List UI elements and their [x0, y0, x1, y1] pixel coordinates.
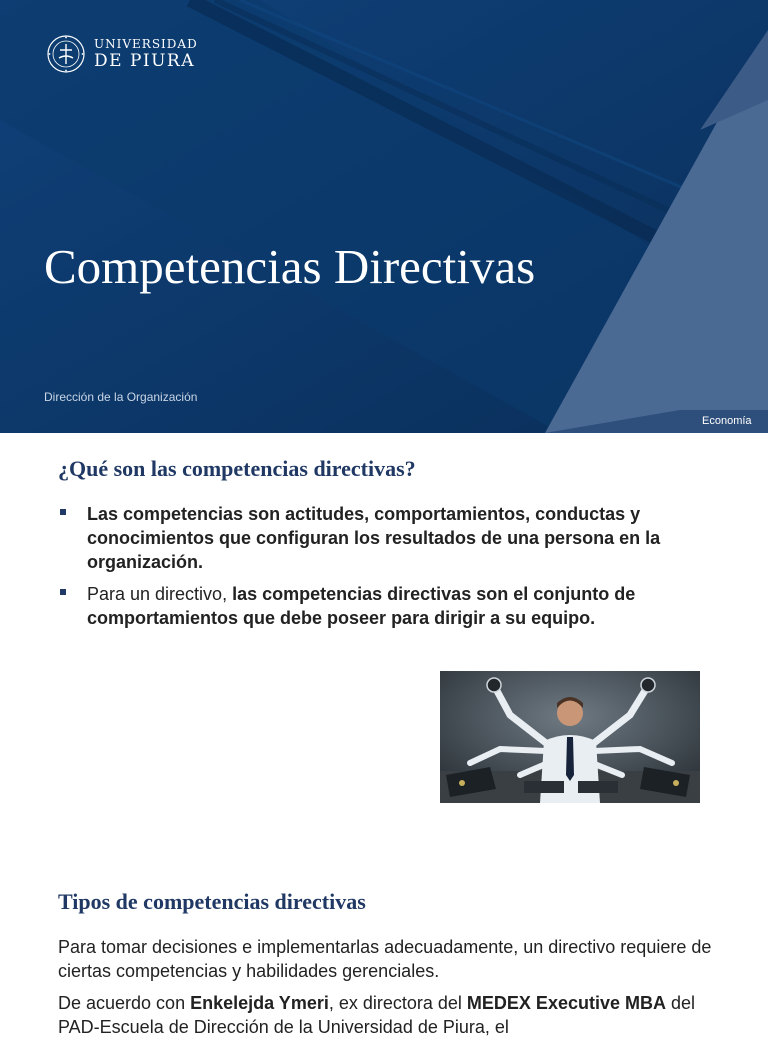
- multitasking-executive-photo: [440, 671, 700, 803]
- section-heading-types: Tipos de competencias directivas: [58, 889, 366, 914]
- list-item: [56, 502, 736, 574]
- list-item: [56, 582, 736, 630]
- category-tag[interactable]: Economía: [702, 415, 752, 427]
- bullet-bold-text: las competencias directivas son el conjunto de comportamientos que debe poseer para dirigir a su equipo.: [87, 584, 636, 628]
- cover-header: [0, 0, 768, 433]
- intro-paragraph: Para tomar decisiones e implementarlas adecuadamente, un directivo requiere de ciertas competencias y habilidades gerenciales.: [58, 937, 712, 981]
- para-text: , ex directora del: [328, 993, 467, 1013]
- bullet-bold-text: Las competencias son actitudes, comportamientos, conductas y conocimientos que configuran los resultados de una persona en la organización.: [87, 504, 661, 572]
- logo-line-1: UNIVERSIDAD: [94, 37, 198, 51]
- bullet-plain-text: Para un directivo,: [87, 584, 233, 604]
- page-title: Competencias Directivas: [44, 239, 536, 294]
- para-text: De acuerdo con: [58, 993, 191, 1013]
- para-text: del PAD-Escuela de Dirección de la Universidad de Piura, el: [58, 993, 696, 1037]
- bullet-square-icon: [60, 509, 66, 515]
- section-heading-what-are: ¿Qué son las competencias directivas?: [58, 456, 416, 481]
- person-name: Enkelejda Ymeri: [190, 993, 329, 1013]
- program-name: MEDEX Executive MBA: [466, 993, 666, 1013]
- definition-list: [56, 502, 736, 638]
- university-seal-icon: [46, 34, 86, 74]
- bullet-square-icon: [60, 589, 66, 595]
- page-subtitle: Dirección de la Organización: [44, 390, 198, 404]
- source-paragraph: [58, 991, 738, 1039]
- logo-line-2: DE PIURA: [94, 51, 196, 71]
- university-logo: [46, 34, 198, 74]
